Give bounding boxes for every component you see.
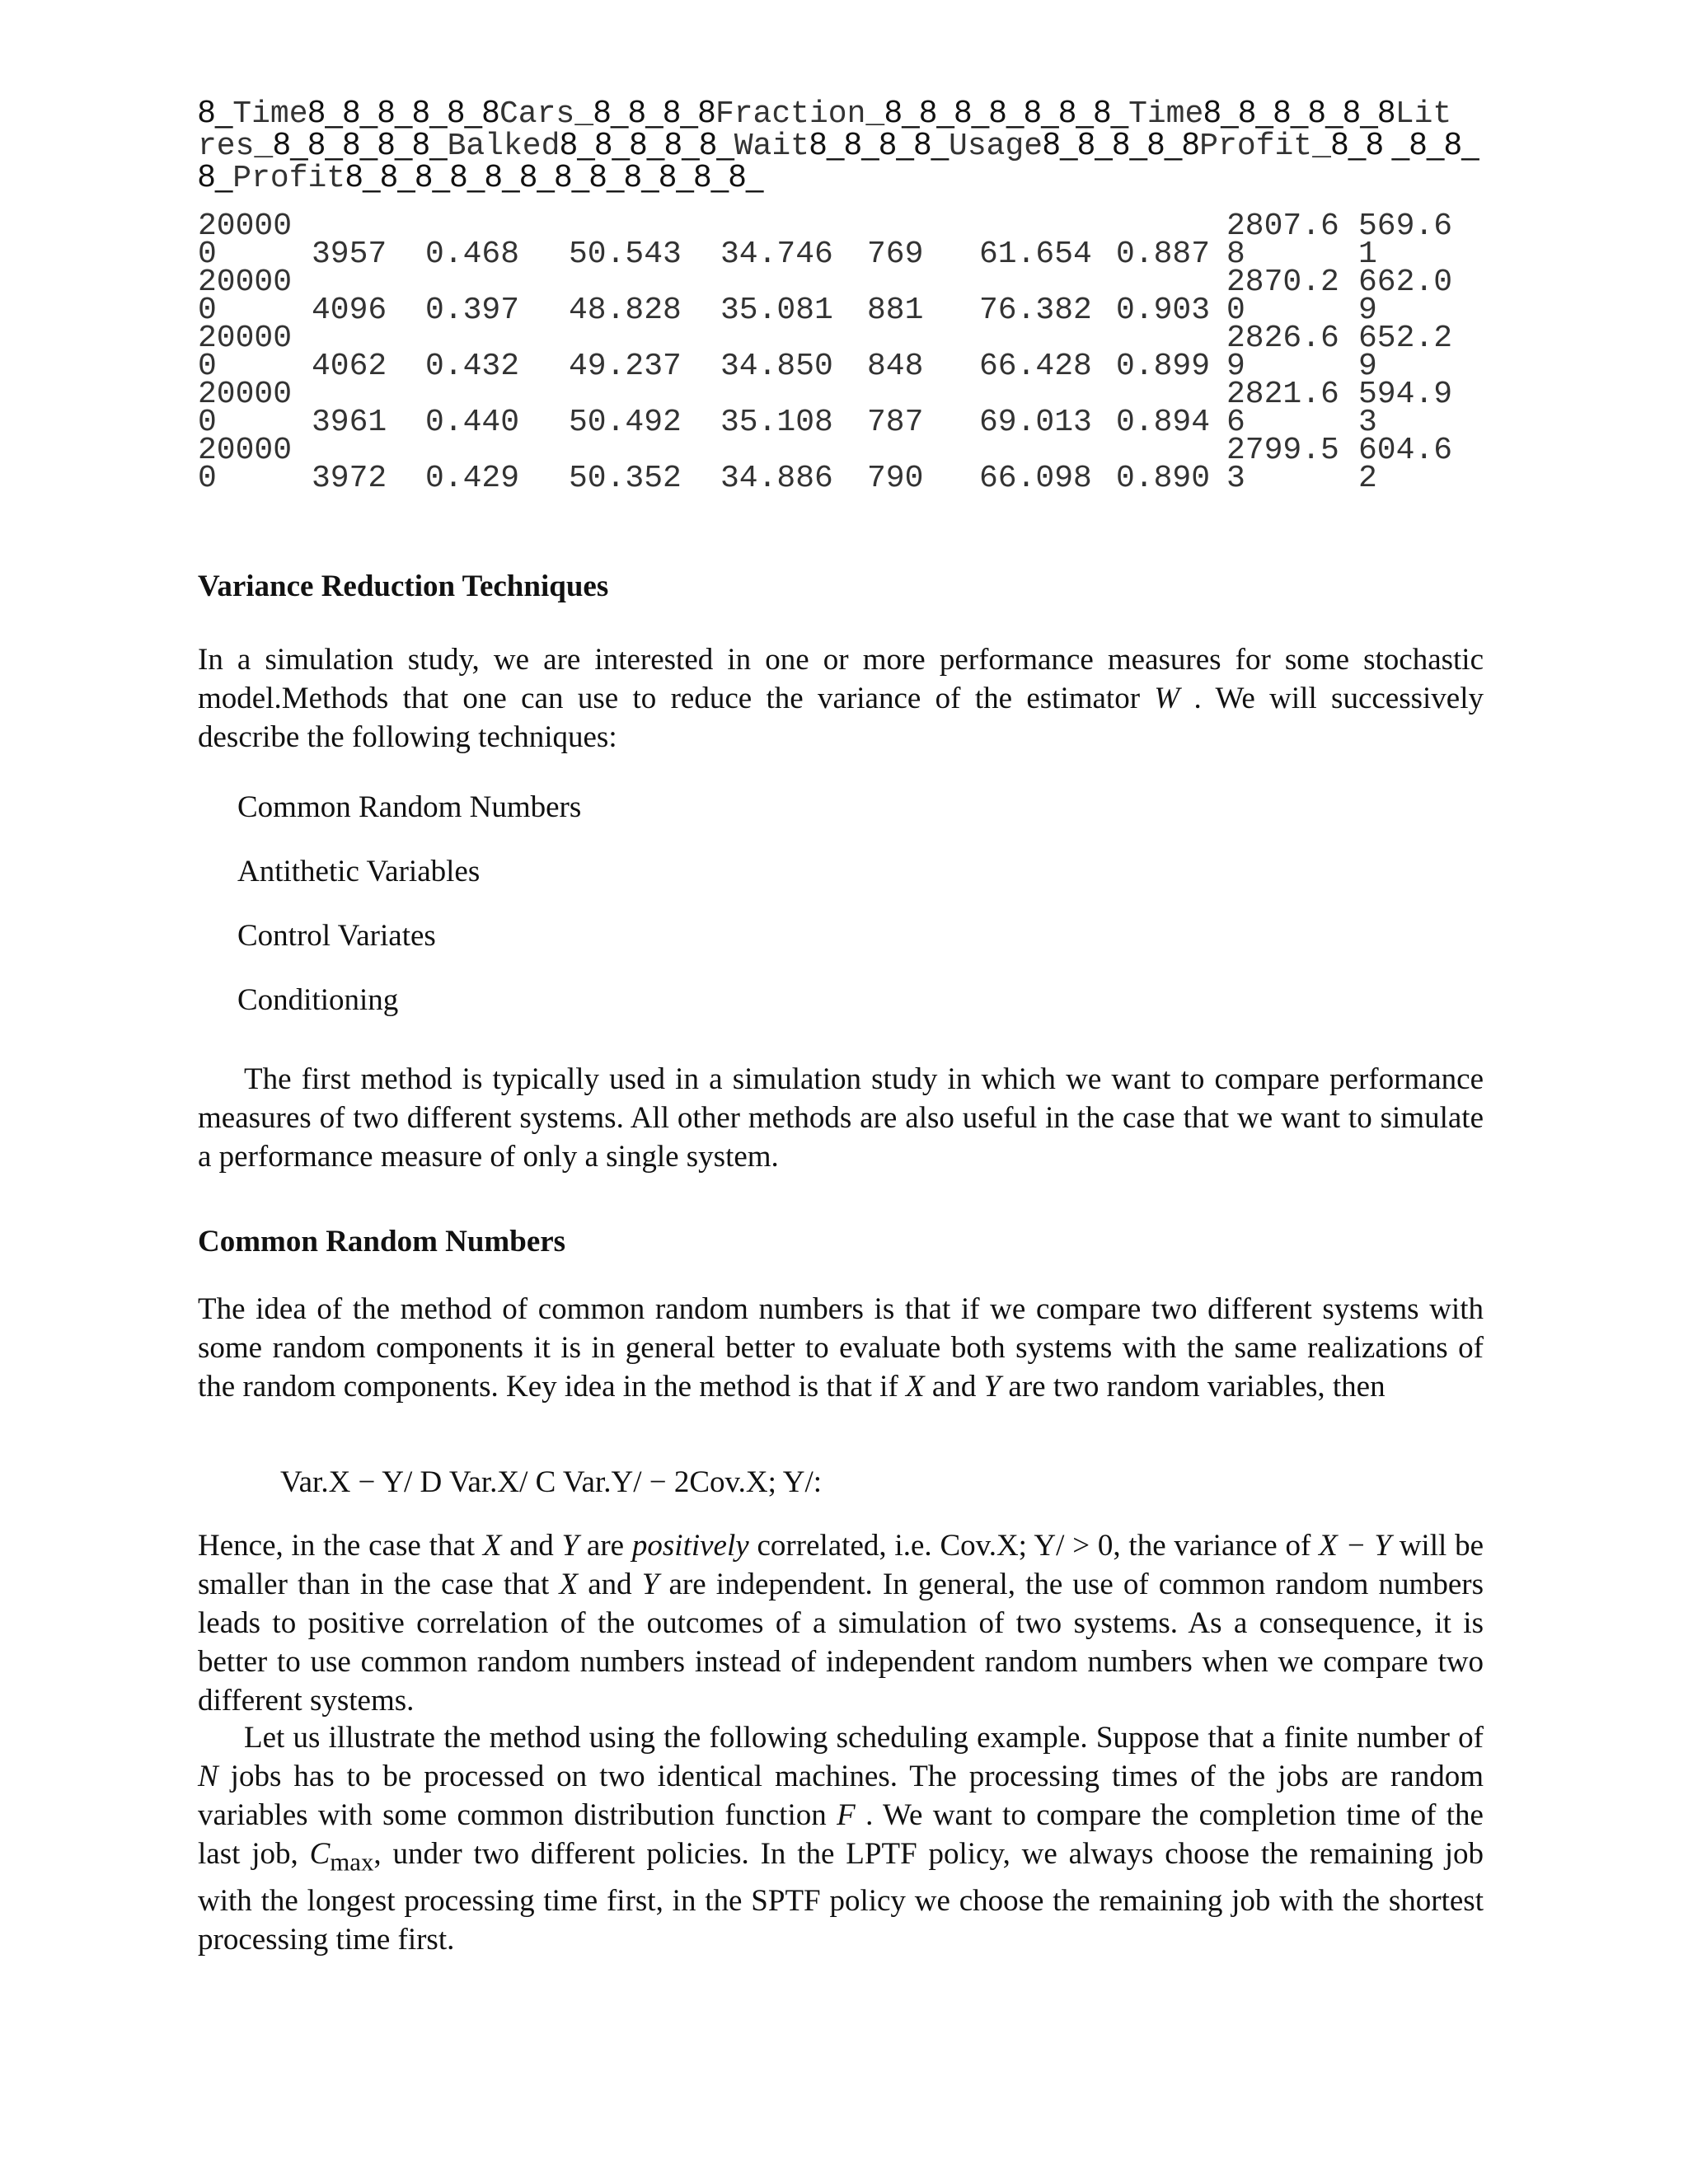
section-heading-variance: Variance Reduction Techniques bbox=[198, 569, 609, 603]
table-cell: 20000 bbox=[198, 433, 293, 468]
header-fragment: Lit res_ bbox=[198, 96, 1470, 164]
table-cell: 0 bbox=[198, 405, 217, 440]
table-cell: 0.440 bbox=[425, 405, 520, 440]
header-fragment: 8_8_8_8_8_8_8_8_8_8_8_8_ bbox=[345, 159, 764, 194]
table-cell: 0.468 bbox=[425, 237, 520, 272]
table-cell: 790 bbox=[867, 461, 924, 496]
table-cell: 76.382 bbox=[979, 293, 1092, 328]
table-cell: 652.2 bbox=[1358, 321, 1453, 356]
table-cell: 3 bbox=[1358, 405, 1377, 440]
table-cell: 20000 bbox=[198, 265, 293, 300]
table-cell: 3957 bbox=[312, 237, 387, 272]
intro-paragraph: In a simulation study, we are interested in one or more performance measures for some stochastic model.Methods that one can use to reduce the variance of the estimator W . We will successively describe the following techniques: bbox=[198, 643, 1484, 754]
header-fragment: 8_ bbox=[198, 95, 233, 129]
table-cell: 4062 bbox=[312, 349, 387, 384]
header-fragment: 8_8 _8_8_8_ bbox=[198, 127, 1479, 194]
table-cell: 604.6 bbox=[1358, 433, 1453, 468]
header-fragment: 8_8_8_8_8_8 bbox=[1203, 95, 1395, 129]
table-row bbox=[198, 265, 1484, 328]
table-cell: 35.108 bbox=[720, 405, 833, 440]
table-cell: 9 bbox=[1226, 349, 1245, 384]
table-cell: 0.432 bbox=[425, 349, 520, 384]
table-cell: 787 bbox=[867, 405, 924, 440]
table-cell: 8 bbox=[1226, 237, 1245, 272]
table-cell: 34.886 bbox=[720, 461, 833, 496]
table-cell: 66.428 bbox=[979, 349, 1092, 384]
table-cell: 35.081 bbox=[720, 293, 833, 328]
table-cell: 662.0 bbox=[1358, 265, 1453, 300]
table-cell: 20000 bbox=[198, 377, 293, 412]
list-item: Conditioning bbox=[237, 983, 399, 1017]
table-cell: 20000 bbox=[198, 209, 293, 244]
table-cell: 569.6 bbox=[1358, 209, 1453, 244]
header-fragment: Fraction_ bbox=[715, 96, 885, 132]
table-cell: 48.828 bbox=[569, 293, 682, 328]
table-row bbox=[198, 433, 1484, 496]
table-cell: 0.890 bbox=[1116, 461, 1211, 496]
table-cell: 848 bbox=[867, 349, 924, 384]
header-fragment: Time bbox=[232, 96, 308, 132]
table-cell: 881 bbox=[867, 293, 924, 328]
header-fragment: Wait bbox=[734, 129, 809, 164]
list-item: Control Variates bbox=[237, 919, 436, 953]
table-cell: 66.098 bbox=[979, 461, 1092, 496]
table-cell: 50.352 bbox=[569, 461, 682, 496]
table-cell: 34.746 bbox=[720, 237, 833, 272]
table-cell: 2826.6 bbox=[1226, 321, 1339, 356]
scheduling-paragraph: Let us illustrate the method using the following scheduling example. Suppose that a finite number of N jobs has to be processed on two identical machines. The processing times of the jobs are random variables with some common distribution function F . We want to compare the completion time of the last job, $C_{max}$, under two different policies. In the LPTF policy, we always choose the remaining job with the longest processing time first, in the SPTF policy we choose the remaining job with the shortest processing time first. bbox=[198, 1721, 1484, 1957]
table-cell: 0 bbox=[198, 293, 217, 328]
table-cell: 0.903 bbox=[1116, 293, 1211, 328]
table-cell: 0.887 bbox=[1116, 237, 1211, 272]
header-fragment: Profit_ bbox=[1199, 129, 1331, 164]
table-cell: 769 bbox=[867, 237, 924, 272]
header-fragment: 8_8_8_8_8 bbox=[1043, 127, 1200, 162]
table-row bbox=[198, 377, 1484, 440]
table-cell: 0 bbox=[198, 237, 217, 272]
table-cell: 6 bbox=[1226, 405, 1245, 440]
header-fragment: 8_8_8_8_8_ bbox=[273, 127, 448, 162]
correlation-paragraph: Hence, in the case that X and Y are positively correlated, i.e. Cov.X; Y/ > 0, the variance of X − Y will be smaller than in the case that X and Y are independent. In general, the use of common random numbers leads to positive correlation of the outcomes of a simulation of two systems. As a consequence, it is better to use common random numbers instead of independent random numbers when we compare two different systems. bbox=[198, 1529, 1484, 1718]
results-table bbox=[198, 209, 1484, 496]
table-cell: 9 bbox=[1358, 349, 1377, 384]
table-cell: 1 bbox=[1358, 237, 1377, 272]
table-cell: 2799.5 bbox=[1226, 433, 1339, 468]
table-cell: 594.9 bbox=[1358, 377, 1453, 412]
table-cell: 3961 bbox=[312, 405, 387, 440]
header-fragment: 8_8_8_8 bbox=[593, 95, 715, 129]
variance-formula: Var.X − Y/ D Var.X/ C Var.Y/ − 2Cov.X; Y/: bbox=[280, 1465, 823, 1499]
table-row bbox=[198, 209, 1484, 272]
header-fragment: Cars_ bbox=[499, 96, 594, 132]
table-cell: 69.013 bbox=[979, 405, 1092, 440]
table-cell: 20000 bbox=[198, 321, 293, 356]
table-cell: 0.894 bbox=[1116, 405, 1211, 440]
table-cell: 0.397 bbox=[425, 293, 520, 328]
list-item: Common Random Numbers bbox=[237, 790, 582, 824]
header-fragment: Balked bbox=[447, 129, 560, 164]
table-cell: 50.543 bbox=[569, 237, 682, 272]
header-fragment: 8_8_8_8_ bbox=[809, 127, 950, 162]
table-cell: 50.492 bbox=[569, 405, 682, 440]
table-cell: 2 bbox=[1358, 461, 1377, 496]
header-fragment: 8_8_8_8_8_8 bbox=[307, 95, 499, 129]
table-cell: 0.899 bbox=[1116, 349, 1211, 384]
table-cell: 0 bbox=[198, 349, 217, 384]
header-fragment: Usage bbox=[949, 129, 1043, 164]
table-header bbox=[198, 97, 1484, 194]
methods-paragraph: The first method is typically used in a simulation study in which we want to compare performance measures of two different systems. All other methods are also useful in the case that we want to simulate a performance measure of only a single system. bbox=[198, 1062, 1484, 1174]
header-fragment: Time bbox=[1128, 96, 1204, 132]
table-cell: 0 bbox=[1226, 293, 1245, 328]
table-cell: 49.237 bbox=[569, 349, 682, 384]
table-cell: 3 bbox=[1226, 461, 1245, 496]
table-cell: 0 bbox=[198, 461, 217, 496]
crn-paragraph: The idea of the method of common random numbers is that if we compare two different systems with some random components it is in general better to evaluate both systems with the same realizations of the random components. Key idea in the method is that if X and Y are two random variables, then bbox=[198, 1292, 1484, 1404]
table-row bbox=[198, 321, 1484, 384]
table-cell: 2821.6 bbox=[1226, 377, 1339, 412]
table-cell: 0.429 bbox=[425, 461, 520, 496]
table-cell: 61.654 bbox=[979, 237, 1092, 272]
table-cell: 4096 bbox=[312, 293, 387, 328]
header-fragment: 8_8_8_8_8_ bbox=[560, 127, 734, 162]
section-heading-crn: Common Random Numbers bbox=[198, 1225, 566, 1258]
table-cell: 2870.2 bbox=[1226, 265, 1339, 300]
table-cell: 3972 bbox=[312, 461, 387, 496]
header-fragment: 8_8_8_8_8_8_8_ bbox=[884, 95, 1129, 129]
header-fragment: Profit bbox=[232, 161, 346, 196]
table-cell: 34.850 bbox=[720, 349, 833, 384]
list-item: Antithetic Variables bbox=[237, 855, 481, 888]
table-cell: 2807.6 bbox=[1226, 209, 1339, 244]
table-cell: 9 bbox=[1358, 293, 1377, 328]
